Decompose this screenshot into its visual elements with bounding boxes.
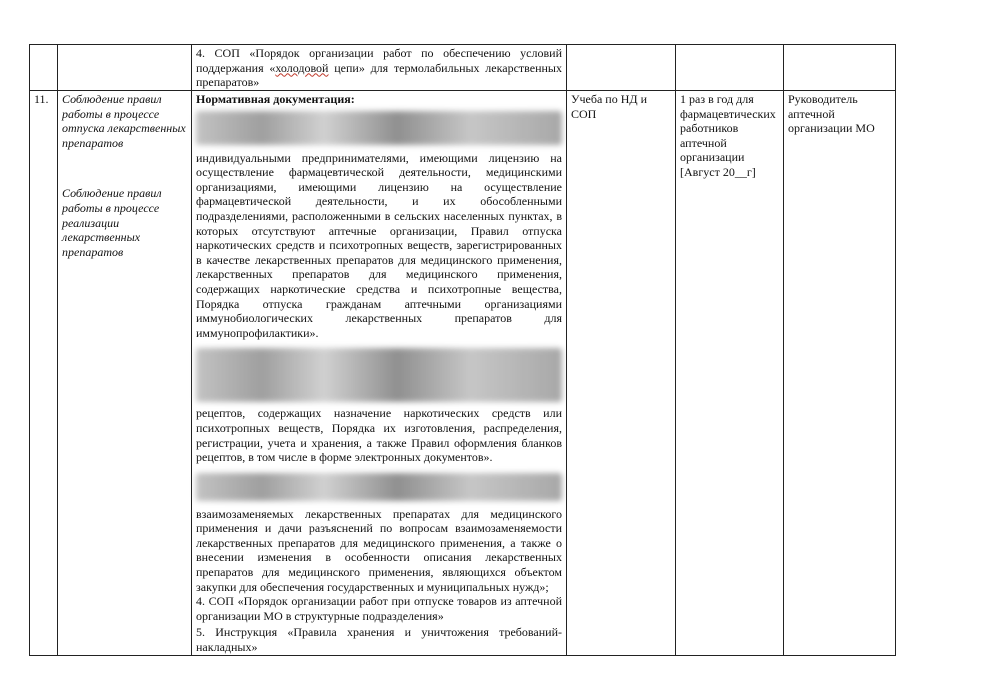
cell-topic xyxy=(58,91,192,656)
cell-form xyxy=(567,91,676,656)
doc-paragraph-3: взаимозаменяемых лекарственных препаратах для медицинского применения и дачи разъяснений по вопросам взаимозаменяемости лекарственных препаратов для медицинского применения, а также о внесении изменения в особенности описания лекарственных препаратов для медицинского применения, являющихся объектом закупки для обеспечения государственных и муниципальных нужд»; xyxy=(196,506,562,594)
training-period: 1 раз в год для фармацевтических работников аптечной организации [Август 20__г] xyxy=(680,92,776,179)
training-form: Учеба по НД и СОП xyxy=(571,92,647,121)
topic-dispensing: Соблюдение правил работы в процессе отпуска лекарственных препаратов xyxy=(62,92,186,150)
row-number: 11. xyxy=(34,92,49,106)
sop-item-4-end: цепи» для термолабильных лекарственных препаратов» xyxy=(196,60,562,90)
sop-item-4-text: 4. СОП «Порядок организации работ по обеспечению условий поддержания « xyxy=(196,46,562,75)
cell-topic xyxy=(58,45,192,91)
cell-period xyxy=(676,91,784,656)
cell-docs xyxy=(192,45,567,91)
topic-sale: Соблюдение правил работы в процессе реализации лекарственных препаратов xyxy=(62,186,162,259)
table-row xyxy=(30,91,896,656)
spellcheck-word: холодовой xyxy=(275,60,329,75)
normative-docs-header: Нормативная документация: xyxy=(196,92,355,106)
cell-period xyxy=(676,45,784,91)
responsible-person: Руководитель аптечной организации МО xyxy=(788,92,875,136)
document-table xyxy=(29,44,896,656)
sop-item-4: 4. СОП «Порядок организации работ при отпуске товаров из аптечной организации МО в структурные подразделения» xyxy=(196,594,562,623)
sop-item-4 xyxy=(196,46,562,90)
cell-responsible xyxy=(784,45,896,91)
cell-form xyxy=(567,45,676,91)
redacted-block xyxy=(196,348,562,402)
cell-responsible xyxy=(784,91,896,656)
doc-paragraph-1: индивидуальными предпринимателями, имеющими лицензию на осуществление фармацевтической деятельности, медицинскими организациями, имеющими лицензию на осуществление фармацевтической деятельности, и их обособленными подразделениями, расположенными в сельских населенных пунктах, в которых отсутствуют аптечные организации, Правил отпуска наркотических средств и психотропных веществ, зарегистрированных в качестве лекарственных препаратов для медицинского применения, лекарственных препаратов для медицинского применения, содержащих наркотические средства и психотропные вещества, Порядка отпуска гражданам аптечными организациями иммунобиологических лекарственных препаратов для иммунопрофилактики». xyxy=(196,150,562,340)
cell-number xyxy=(30,45,58,91)
doc-paragraph-2: рецептов, содержащих назначение наркотических средств или психотропных веществ, Порядка их изготовления, распределения, регистрации, учета и хранения, а также Правил оформления бланков рецептов, в том числе в форме электронных документов». xyxy=(196,406,562,465)
redacted-block xyxy=(196,111,562,145)
redacted-block xyxy=(196,473,562,501)
cell-number xyxy=(30,91,58,656)
instruction-item-5: 5. Инструкция «Правила хранения и уничтожения требований-накладных» xyxy=(196,625,562,655)
cell-docs xyxy=(192,91,567,656)
table-row xyxy=(30,45,896,91)
